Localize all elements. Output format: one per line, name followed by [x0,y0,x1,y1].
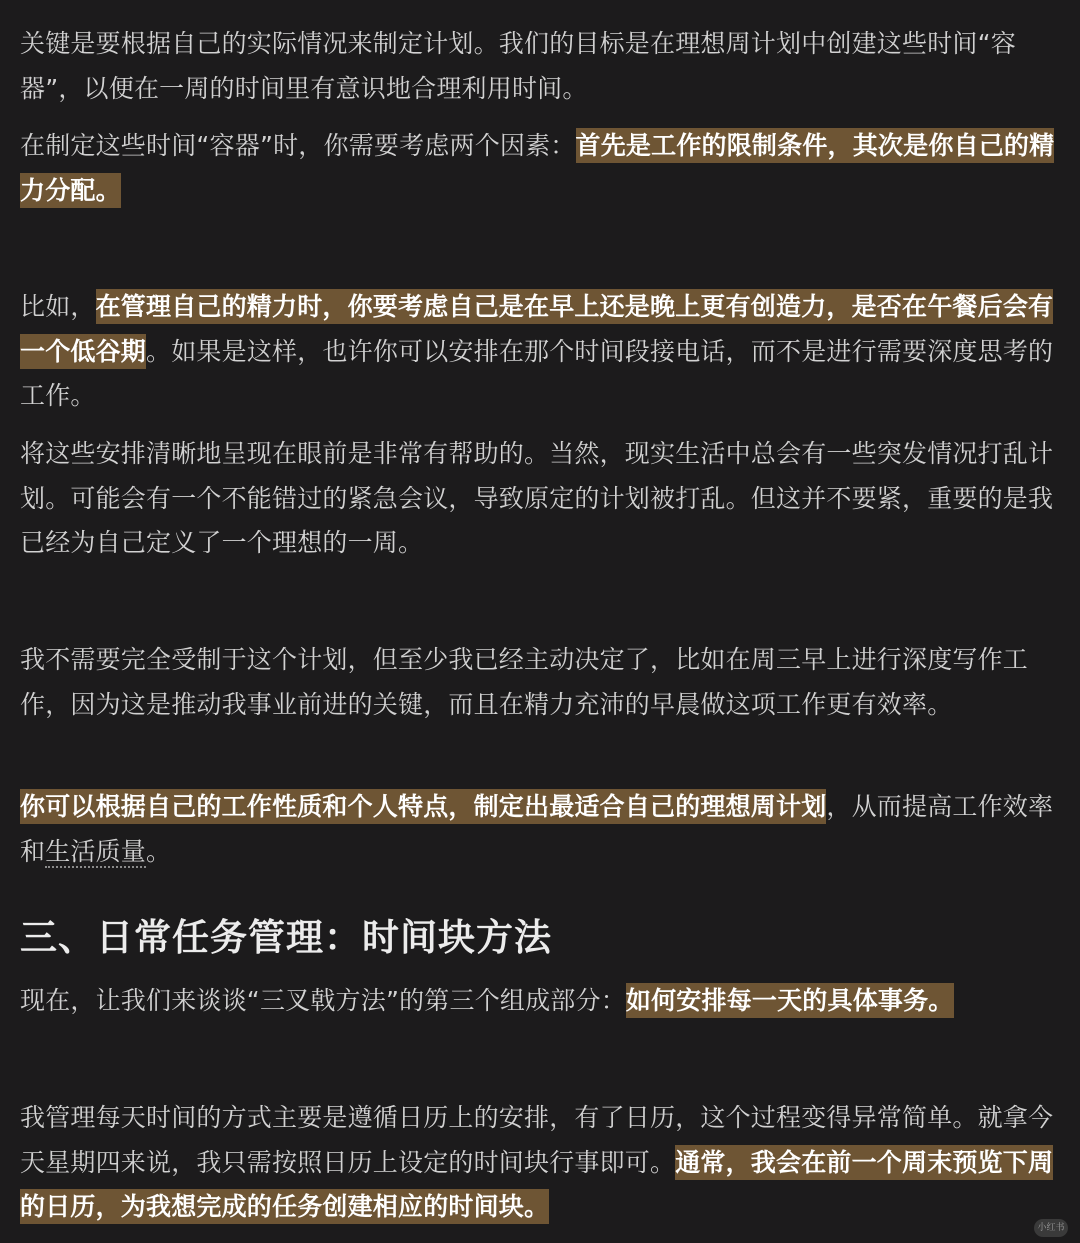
paragraph-2-highlight: 首先是工作的限制条件，其次是你自己的精力分配。 [20,128,1054,208]
section-heading: 三、日常任务管理：时间块方法 [20,916,552,959]
paragraph-4 [20,432,1062,566]
paragraph-3-text-after: 。如果是这样，也许你可以安排在那个时间段接电话，而不是进行需要深度思考的工作。 [20,336,1054,410]
paragraph-8 [20,1096,1062,1230]
paragraph-4-text: 将这些安排清晰地呈现在眼前是非常有帮助的。当然，现实生活中总会有一些突发情况打乱计划。可能会有一个不能错过的紧急会议，导致原定的计划被打乱。但这并不要紧，重要的是我已经为自己定义了一个理想的一周。 [20,439,1054,557]
paragraph-2 [20,124,1062,213]
paragraph-7-text: 现在，让我们来谈谈“三叉戟方法”的第三个组成部分： [20,986,626,1015]
paragraph-6 [20,785,1062,874]
paragraph-1-text: 关键是要根据自己的实际情况来制定计划。我们的目标是在理想周计划中创建这些时间“容器”，以便在一周的时间里有意识地合理利用时间。 [20,29,1016,103]
paragraph-3 [20,285,1062,419]
paragraph-3-text-before: 比如， [20,292,96,321]
paragraph-8-highlight: 通常，我会在前一个周末预览下周的日历，为我想完成的任务创建相应的时间块。 [20,1145,1053,1225]
paragraph-5 [20,638,1062,727]
paragraph-8-text: 我管理每天时间的方式主要是遵循日历上的安排，有了日历，这个过程变得异常简单。就拿今天星期四来说，我只需按照日历上设定的时间块行事即可。 [20,1103,1054,1177]
watermark-logo: 小红书 [1034,1219,1068,1237]
paragraph-6-text-after: ，从而提高工作效率和 [20,792,1054,866]
paragraph-5-text: 我不需要完全受制于这个计划，但至少我已经主动决定了，比如在周三早上进行深度写作工作，因为这是推动我事业前进的关键，而且在精力充沛的早晨做这项工作更有效率。 [20,645,1029,719]
paragraph-6-highlight: 你可以根据自己的工作性质和个人特点，制定出最适合自己的理想周计划 [20,789,826,824]
paragraph-6-text-end: 。 [146,836,172,866]
paragraph-7 [20,979,1062,1024]
paragraph-7-highlight: 如何安排每一天的具体事务。 [626,983,954,1018]
paragraph-6-dotted-term: 生活质量 [45,836,147,866]
paragraph-2-text: 在制定这些时间“容器”时，你需要考虑两个因素： [20,131,576,160]
paragraph-3-highlight: 在管理自己的精力时，你要考虑自己是在早上还是晚上更有创造力，是否在午餐后会有一个低谷期 [20,289,1053,369]
paragraph-1 [20,22,1062,111]
